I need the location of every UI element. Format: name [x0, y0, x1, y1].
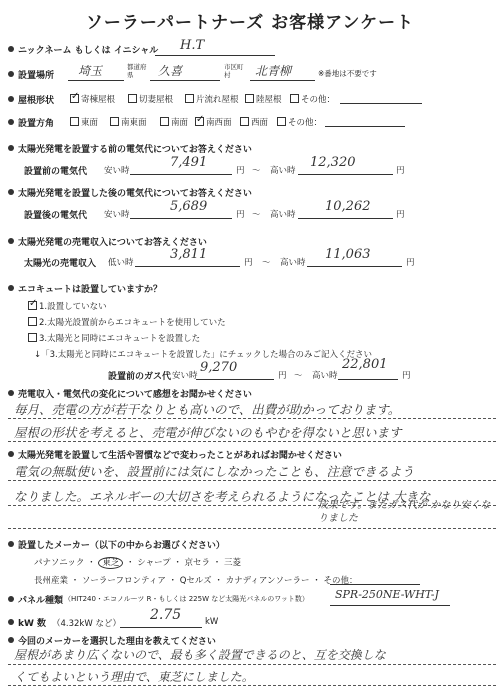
checkbox-icon [28, 333, 37, 342]
checkbox-checked-icon[interactable]: ✓ [71, 91, 80, 102]
section-bullet [8, 189, 14, 195]
roof-option[interactable]: ✓ 寄棟屋根 [71, 91, 116, 105]
q-reason: 今回のメーカーを選択した理由を教えてください [18, 637, 216, 647]
checkbox-icon [160, 117, 169, 126]
checkbox-checked-icon: ✓ [29, 298, 38, 309]
checkbox-checked-icon: ✓ [196, 114, 205, 125]
checkbox-icon [277, 117, 286, 126]
section-bullet [8, 46, 14, 52]
direction-option[interactable]: 東面 [70, 116, 98, 128]
location-city[interactable]: 久喜 [158, 64, 183, 78]
ecocute-note: ↓「3.太陽光と同時にエコキュートを設置した」にチェックした場合のみご記入ください [34, 350, 372, 360]
pref-unit: 都道府県 [127, 63, 147, 79]
q-maker: 設置したメーカー（以下の中からお選びください） [18, 541, 225, 551]
q-after: 太陽光発電を設置した後の電気代についてお答えください [18, 189, 252, 199]
ecocute-option[interactable]: 3.太陽光と同時にエコキュートを設置した [28, 332, 200, 344]
maker-row-2[interactable]: 長州産業 ・ ソーラーフロンティア ・ Qセルズ ・ カナディアンソーラー ・ その他： [34, 576, 358, 586]
ecocute-option[interactable]: ✓ 1.設置していない [29, 298, 107, 312]
section-bullet [8, 145, 14, 151]
location-pref[interactable]: 埼玉 [78, 64, 103, 78]
direction-option[interactable]: 南面 [160, 116, 188, 128]
location-label: 設置場所 [18, 71, 55, 81]
checkbox-icon [290, 94, 299, 103]
reason-line[interactable]: 屋根があまり広くないので、最も多く設置できるのと、互を交換しな [14, 648, 386, 662]
impression-line[interactable]: 毎月、売電の方が若干なりとも高いので、出費が助かっております。 [14, 402, 401, 417]
direction-option[interactable]: その他： [277, 116, 322, 128]
after-high-value[interactable]: 10,262 [325, 199, 371, 214]
panel-value[interactable]: SPR-250NE-WHT-J [335, 588, 439, 601]
q-sales: 太陽光発電の売電収入についてお答えください [18, 238, 207, 248]
kw-hint: （4.32kW など） [52, 619, 121, 629]
kw-label: kW 数 [18, 619, 47, 629]
lifestyle-line[interactable]: なりました。エネルギーの大切さを考えられるようになったことは 大きな [14, 489, 431, 504]
roof-option[interactable]: 切妻屋根 [128, 93, 173, 105]
roof-option[interactable]: 片流れ屋根 [185, 93, 239, 105]
location-note: ※番地は不要です [318, 69, 377, 78]
location-town[interactable]: 北青柳 [255, 64, 292, 78]
maker-row-1[interactable]: パナソニック ・ 東芝 ・ シャープ ・ 京セラ ・ 三菱 [34, 558, 241, 568]
impression-line[interactable]: 屋根の形状を考えると、売電が伸びないのもやむを得ないと思います [14, 425, 402, 440]
gas-high-value[interactable]: 22,801 [342, 357, 388, 372]
q-lifestyle: 太陽光発電を設置して生活や習慣などで変わったことがあればお聞かせください [18, 451, 342, 461]
city-unit: 市区町村 [224, 63, 244, 79]
gas-low-value[interactable]: 9,270 [200, 360, 238, 375]
after-low-value[interactable]: 5,689 [170, 199, 208, 214]
section-bullet [8, 637, 14, 643]
direction-option[interactable]: ✓ 南西面 [196, 114, 232, 128]
panel-hint: （HIT240・エコノルーツ R・もしくは 225W など太陽光パネルのワット数） [64, 595, 309, 603]
kw-value[interactable]: 2.75 [150, 607, 182, 623]
checkbox-icon [28, 317, 37, 326]
q-ecocute: エコキュートは設置していますか？ [18, 285, 163, 295]
checkbox-icon [128, 94, 137, 103]
section-bullet [8, 390, 14, 396]
section-bullet [8, 119, 14, 125]
panel-label: パネル種類 [18, 596, 64, 606]
lifestyle-line[interactable]: 電気の無駄使いを、設置前には気にしなかったことも、注意できるよう [14, 464, 415, 479]
section-bullet [8, 619, 14, 625]
direction-label: 設置方角 [18, 119, 55, 129]
roof-option[interactable]: その他： [290, 93, 335, 105]
checkbox-icon [110, 117, 119, 126]
reason-line[interactable]: くてもよいという理由で、東芝にしました。 [14, 670, 254, 684]
nickname-value[interactable]: H.T [180, 38, 205, 53]
sales-low-value[interactable]: 3,811 [170, 247, 208, 262]
roof-shape-label: 屋根形状 [18, 96, 55, 106]
q-before: 太陽光発電を設置する前の電気代についてお答えください [18, 145, 252, 155]
checkbox-icon [70, 117, 79, 126]
section-bullet [8, 285, 14, 291]
before-high-value[interactable]: 12,320 [310, 155, 356, 170]
after-label: 設置後の電気代 [24, 211, 88, 221]
q-impression: 売電収入・電気代の変化について感想をお聞かせください [18, 390, 252, 400]
before-low-value[interactable]: 7,491 [170, 155, 208, 170]
section-bullet [8, 238, 14, 244]
direction-option[interactable]: 南東面 [110, 116, 147, 128]
lifestyle-line[interactable]: 成果です。またガス代が かなり安くなりました [318, 500, 491, 524]
roof-option[interactable]: 陸屋根 [245, 93, 282, 105]
section-bullet [8, 71, 14, 77]
ecocute-option[interactable]: 2.太陽光設置前からエコキュートを使用していた [28, 316, 226, 328]
page-title: ソーラーパートナーズ お客様アンケート [85, 13, 415, 33]
sales-label: 太陽光の売電収入 [24, 259, 97, 269]
sales-high-value[interactable]: 11,063 [325, 247, 371, 262]
direction-option[interactable]: 西面 [240, 116, 268, 128]
maker-selected: 東芝 [98, 557, 123, 569]
checkbox-icon [240, 117, 249, 126]
checkbox-icon [185, 94, 194, 103]
section-bullet [8, 96, 14, 102]
before-label: 設置前の電気代 [24, 167, 88, 177]
nickname-label: ニックネーム もしくは イニシャル [18, 46, 159, 56]
gas-label: 設置前のガス代 [108, 372, 172, 382]
section-bullet [8, 541, 14, 547]
section-bullet [8, 451, 14, 457]
checkbox-icon [245, 94, 254, 103]
section-bullet [8, 596, 14, 602]
